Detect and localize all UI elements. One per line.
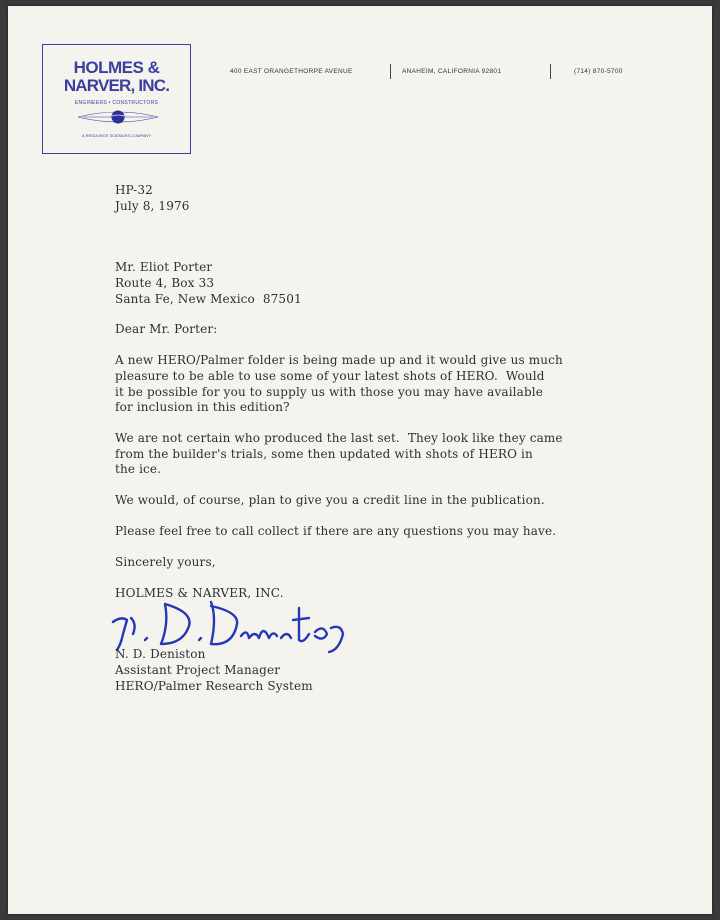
street-address: 400 EAST ORANGETHORPE AVENUE (230, 68, 353, 75)
address-divider (390, 64, 391, 79)
letter-date: July 8, 1976 (115, 199, 190, 213)
paragraph1-line3: it be possible for you to supply us with those you may have available (115, 385, 544, 399)
city-address: ANAHEIM, CALIFORNIA 92801 (402, 68, 502, 75)
paragraph1-line1: A new HERO/Palmer folder is being made up and it would give us much (115, 353, 563, 367)
handwritten-signature (103, 594, 353, 654)
company-signature-line: HOLMES & NARVER, INC. (115, 586, 284, 600)
paragraph3: We would, of course, plan to give you a credit line in the publication. (115, 493, 545, 507)
signer-organization: HERO/Palmer Research System (115, 679, 313, 693)
signer-title: Assistant Project Manager (115, 663, 281, 677)
logo-subline: A RESOURCE SCIENCES COMPANY (82, 133, 151, 138)
recipient-city: Santa Fe, New Mexico 87501 (115, 292, 302, 306)
salutation: Dear Mr. Porter: (115, 322, 218, 336)
recipient-name: Mr. Eliot Porter (115, 260, 213, 274)
phone-divider (550, 64, 551, 79)
globe-emblem-icon (73, 107, 163, 127)
paragraph1-line2: pleasure to be able to use some of your latest shots of HERO. Would (115, 369, 545, 383)
paragraph2-line1: We are not certain who produced the last set. They look like they came (115, 431, 563, 445)
signer-name: N. D. Deniston (115, 647, 206, 661)
paragraph1-line4: for inclusion in this edition? (115, 400, 290, 414)
reference-code: HP-32 (115, 183, 153, 197)
logo-name-line1: HOLMES & (73, 58, 160, 77)
logo-name-line2: NARVER, INC. (63, 76, 170, 95)
company-logo (42, 44, 191, 154)
paragraph2-line2: from the builder's trials, some then updated with shots of HERO in (115, 447, 533, 461)
phone-number: (714) 870-5700 (574, 68, 623, 75)
recipient-street: Route 4, Box 33 (115, 276, 215, 290)
paragraph2-line3: the ice. (115, 462, 162, 476)
paragraph4: Please feel free to call collect if there are any questions you may have. (115, 524, 557, 538)
logo-tagline: ENGINEERS • CONSTRUCTORS (74, 100, 159, 106)
closing: Sincerely yours, (115, 555, 216, 569)
letter-page (8, 6, 712, 914)
